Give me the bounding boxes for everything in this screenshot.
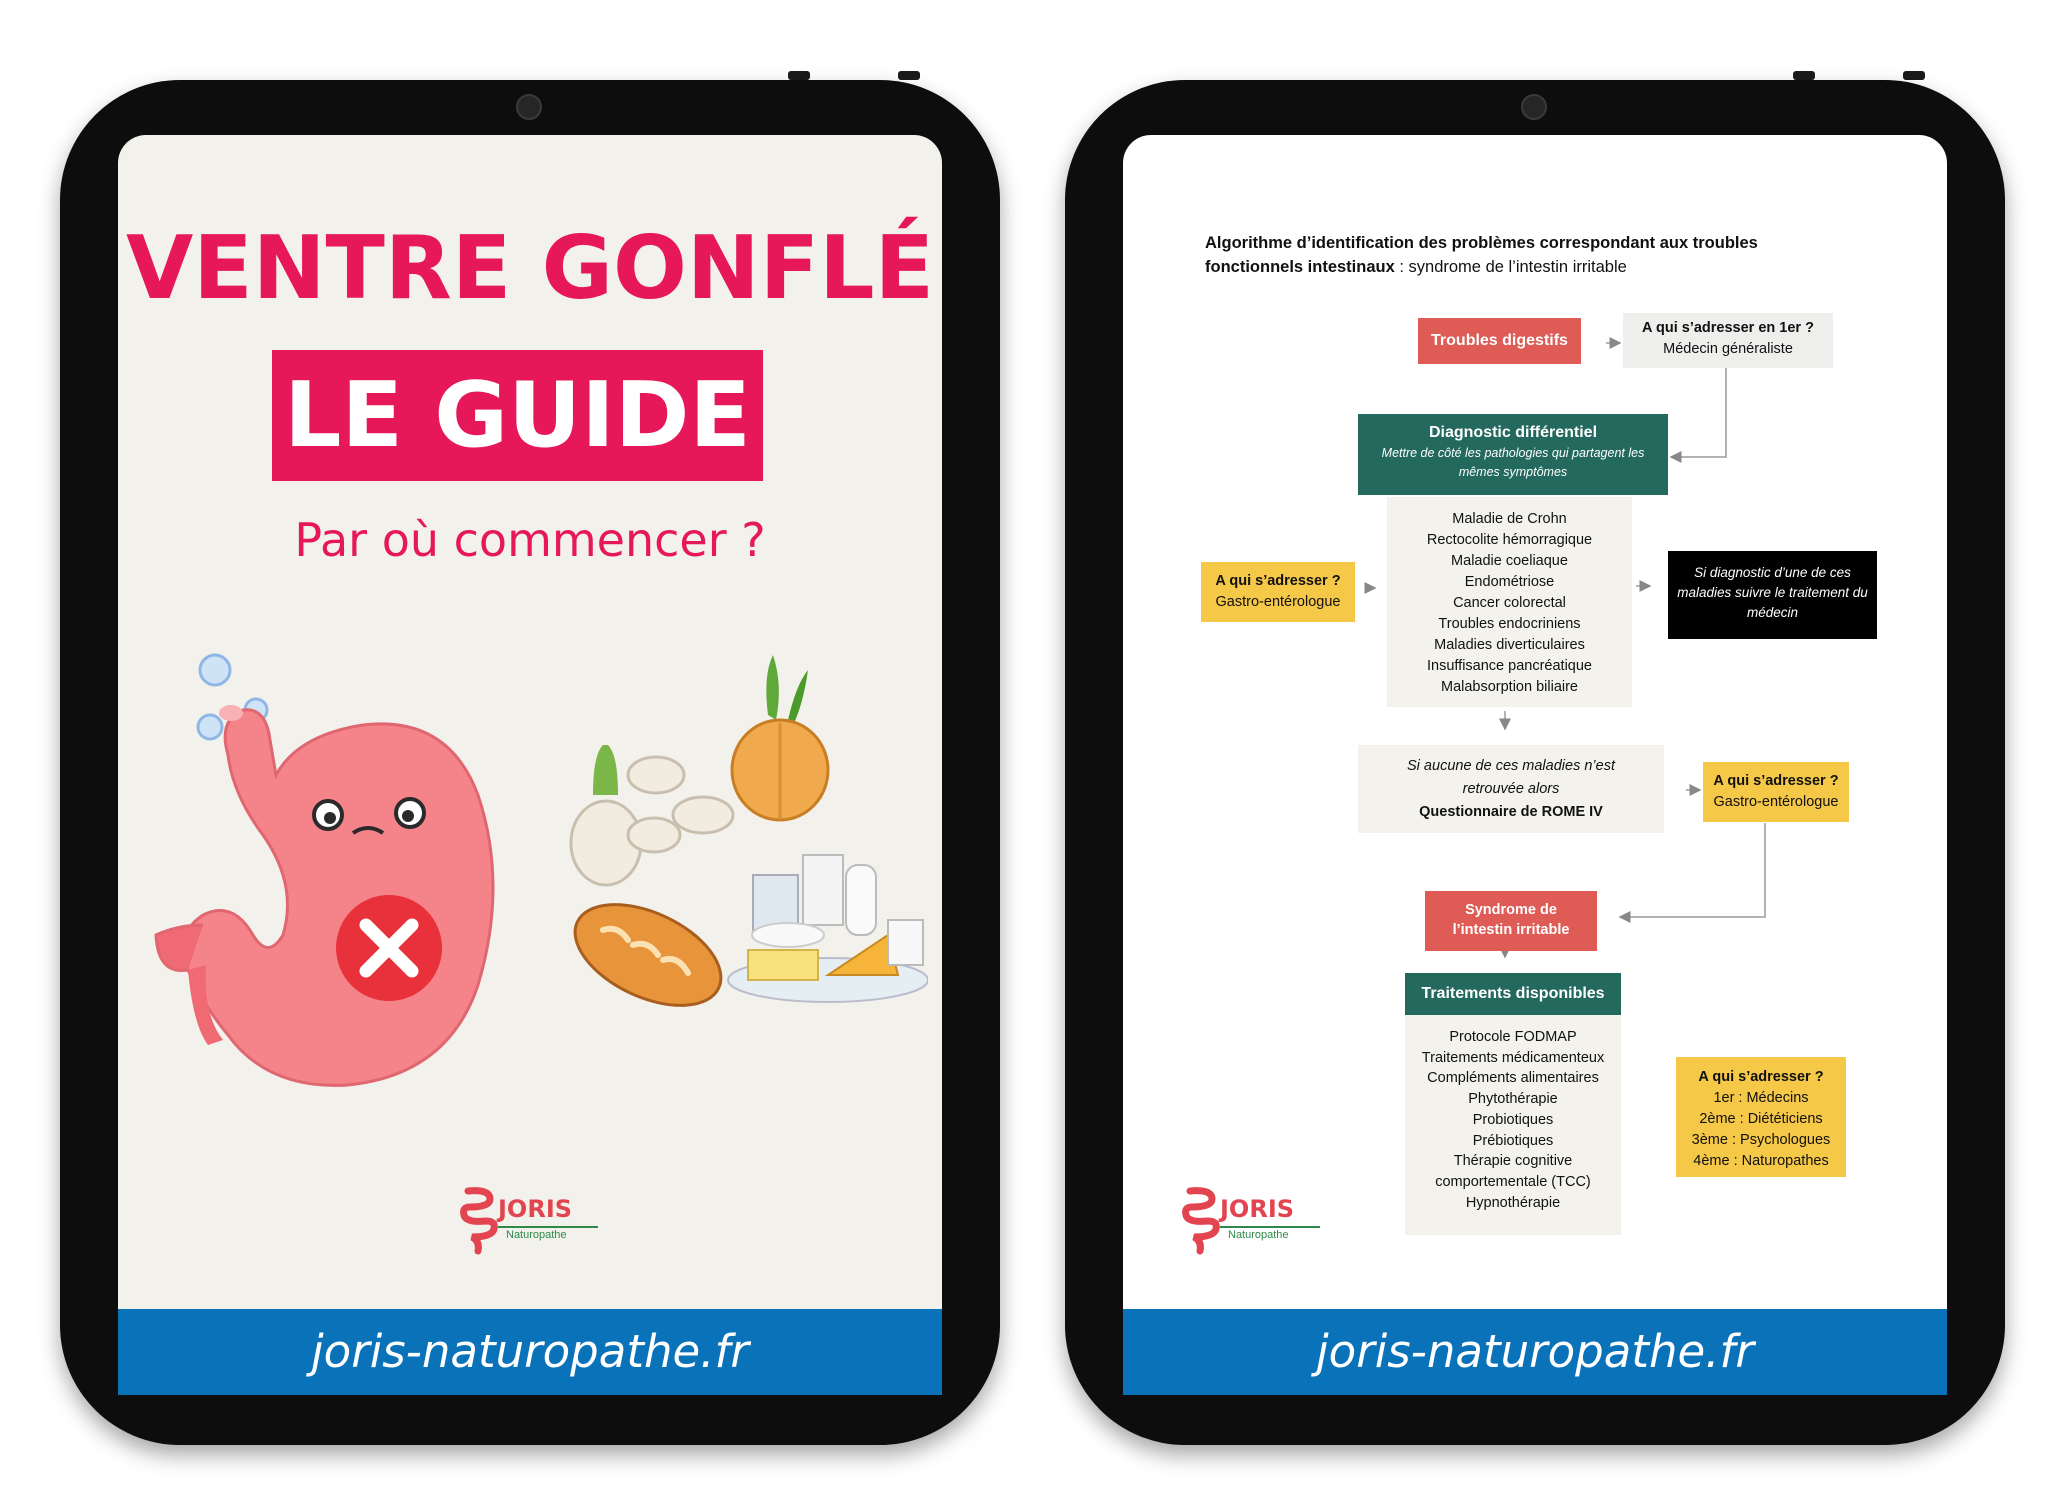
list-item: Troubles endocriniens	[1438, 616, 1581, 632]
onion-icon	[732, 655, 828, 820]
list-item: Compléments alimentaires	[1427, 1070, 1599, 1087]
rome-line1: Si aucune de ces maladies n’est	[1407, 758, 1615, 774]
logo-subtitle: Naturopathe	[1228, 1229, 1289, 1241]
intestine-logo-icon	[460, 1185, 500, 1257]
troubles-digestifs-box: Troubles digestifs	[1418, 318, 1581, 364]
list-item: 3ème : Psychologues	[1691, 1132, 1831, 1148]
list-item: Thérapie cognitive	[1453, 1153, 1573, 1170]
guide-banner: LE GUIDE	[272, 350, 763, 481]
flowchart-page	[1123, 135, 1947, 1395]
rome-questionnaire: Questionnaire de ROME IV	[1419, 804, 1603, 820]
list-item: 1er : Médecins	[1713, 1090, 1809, 1106]
professionals-box	[1676, 1057, 1846, 1177]
list-item: comportementale (TCC)	[1435, 1173, 1591, 1190]
rome-line2: retrouvée alors	[1462, 781, 1560, 797]
gastro-left-answer: Gastro-entérologue	[1215, 594, 1341, 610]
list-item: Maladies diverticulaires	[1434, 637, 1585, 653]
garlic-icon	[571, 745, 733, 885]
logo-name: JORIS	[498, 1195, 573, 1223]
bread-icon	[560, 884, 737, 1026]
gastro-right-answer: Gastro-entérologue	[1713, 794, 1839, 810]
list-item: Hypnothérapie	[1465, 1194, 1561, 1211]
list-item: Insuffisance pancréatique	[1427, 658, 1592, 674]
traitements-title-box: Traitements disponibles	[1405, 973, 1621, 1015]
logo-underline	[1220, 1226, 1320, 1228]
front-camera	[1521, 94, 1547, 120]
first-contact-answer: Médecin généraliste	[1663, 341, 1793, 357]
intestine-logo-icon	[1182, 1185, 1222, 1257]
logo-subtitle: Naturopathe	[506, 1229, 567, 1241]
traitements-list	[1405, 1015, 1621, 1235]
gastro-right-question: A qui s’adresser ?	[1713, 773, 1839, 789]
gastro-contact-left-box	[1201, 562, 1355, 622]
syndrome-box	[1425, 891, 1597, 951]
front-camera	[516, 94, 542, 120]
list-item: Protocole FODMAP	[1449, 1029, 1577, 1045]
ebook-cover	[118, 135, 942, 1395]
first-contact-question: A qui s’adresser en 1er ?	[1642, 320, 1814, 336]
diagnostic-subtitle: Mettre de côté les pathologies qui partagent les mêmes symptômes	[1381, 446, 1645, 479]
list-item: Probiotiques	[1472, 1111, 1554, 1128]
gastro-left-question: A qui s’adresser ?	[1215, 573, 1341, 589]
document-title-bold: Algorithme d’identification des problèmes correspondant aux troubles fonctionnels intestinaux	[1205, 234, 1758, 276]
logo-underline	[498, 1226, 598, 1228]
diagnostic-title: Diagnostic différentiel	[1428, 424, 1598, 441]
syndrome-line1: Syndrome de	[1465, 902, 1557, 918]
logo-name: JORIS	[1220, 1195, 1295, 1223]
list-item: Cancer colorectal	[1453, 595, 1566, 611]
joris-logo	[460, 1185, 610, 1255]
list-item: Phytothérapie	[1468, 1091, 1558, 1108]
joris-logo	[1182, 1185, 1332, 1255]
professionals-question: A qui s’adresser ?	[1698, 1069, 1824, 1085]
suivre-traitement-text: Si diagnostic d’une de ces maladies suivre le traitement du médecin	[1677, 565, 1868, 620]
diagnostic-differentiel-box	[1358, 414, 1668, 495]
suivre-traitement-box	[1668, 551, 1877, 639]
syndrome-line2: l’intestin irritable	[1452, 922, 1570, 938]
list-item: Rectocolite hémorragique	[1426, 532, 1593, 548]
dairy-products-icon	[728, 855, 928, 1002]
list-item: Traitements médicamenteux	[1421, 1049, 1605, 1066]
list-item: Maladie coeliaque	[1451, 553, 1568, 569]
right-tablet	[1065, 80, 2005, 1445]
website-footer-link[interactable]: joris-naturopathe.fr	[1123, 1309, 1947, 1395]
stomach-icon	[156, 705, 493, 1085]
maladies-list	[1387, 497, 1632, 707]
list-item: 2ème : Diététiciens	[1699, 1111, 1823, 1127]
website-footer-link[interactable]: joris-naturopathe.fr	[118, 1309, 942, 1395]
gastro-contact-right-box	[1703, 762, 1849, 822]
list-item: Maladie de Crohn	[1452, 511, 1567, 527]
list-item: Malabsorption biliaire	[1440, 679, 1578, 695]
list-item: Prébiotiques	[1472, 1132, 1554, 1149]
document-title-rest: : syndrome de l’intestin irritable	[1394, 258, 1627, 276]
cover-subtitle: Par où commencer ?	[294, 513, 766, 567]
cover-title: VENTRE GONFLÉ	[125, 217, 935, 319]
first-contact-box	[1623, 313, 1833, 368]
list-item: 4ème : Naturopathes	[1693, 1153, 1829, 1169]
bloated-stomach-illustration	[148, 635, 928, 1135]
list-item: Endométriose	[1464, 574, 1555, 590]
rome-iv-box	[1358, 745, 1664, 833]
left-tablet	[60, 80, 1000, 1445]
